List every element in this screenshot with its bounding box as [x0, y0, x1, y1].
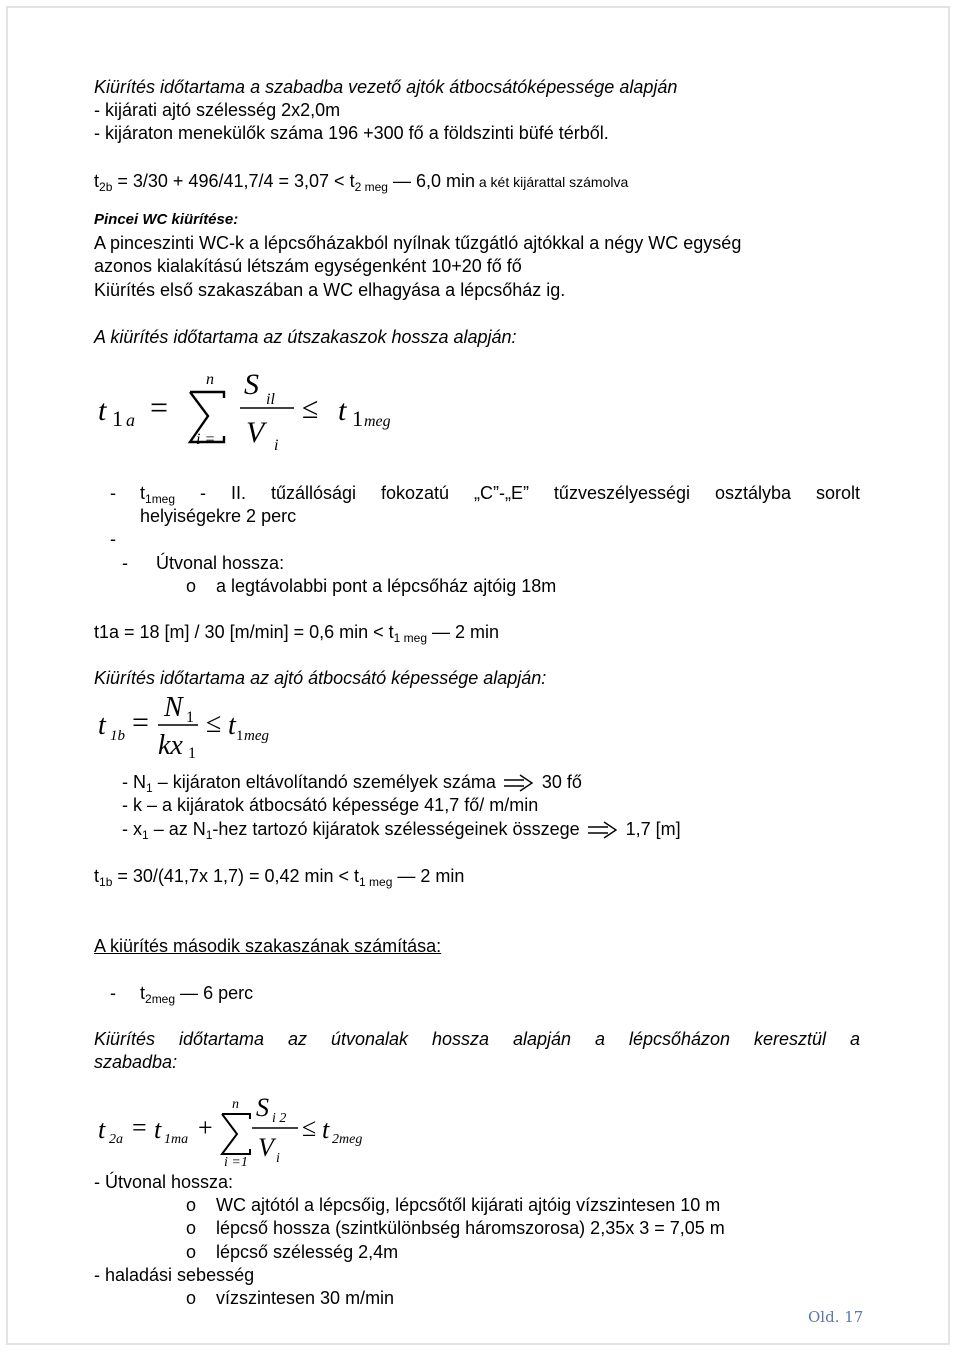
route2-item-2: lépcső hossza (szintkülönbség háromszorosa) 2,35x 3 = 7,05 m: [216, 1218, 725, 1238]
section-title-door-capacity: Kiürítés időtartama az ajtó átbocsátó képessége alapján:: [94, 668, 547, 688]
route2-bullet-4: o: [186, 1288, 197, 1308]
f3-i2: i 2: [272, 1111, 287, 1126]
pincei-para-1: A pinceszinti WC-k a lépcsőházakból nyílnak tűzgátló ajtókkal a négy WC egység: [94, 233, 742, 253]
route2-bullet-3: o: [186, 1242, 197, 1262]
t1a-end: 2 min: [450, 622, 500, 642]
t2meg-line: [140, 982, 253, 1006]
f1-S: S: [244, 368, 259, 401]
f3-t: t: [98, 1115, 106, 1144]
list1-sub: 1meg: [145, 492, 176, 506]
t2meg-sub: 2meg: [145, 992, 176, 1006]
list1-text: - II. tűzállósági fokozatú „C”-„E” tűzveszélyességi osztályba sorolt: [175, 483, 860, 503]
page-number: Old. 17: [808, 1308, 864, 1326]
list2-x-dash: –: [148, 819, 164, 839]
list1-route-dash: -: [122, 553, 128, 573]
f1-t: t: [98, 394, 107, 427]
f2-one-b: 1: [188, 745, 196, 762]
f1-il: il: [266, 391, 275, 408]
f2-t: t: [98, 710, 106, 741]
f1-V: V: [246, 416, 265, 449]
f3-V: V: [258, 1133, 274, 1162]
list1-fire-class: [140, 482, 860, 506]
formula-t1a: [94, 364, 400, 456]
list2-x: [122, 818, 681, 842]
route2-bullet-2: o: [186, 1218, 197, 1238]
t2meg-t: t: [140, 983, 146, 1003]
list2-x-text: -hez tartozó kijáratok szélességeinek összege: [212, 819, 580, 839]
list2-x-sub: 1: [142, 828, 149, 842]
t2b-dash: —: [387, 171, 411, 191]
t1b-text: = 30/(41,7x 1,7) = 0,42 min < t: [112, 866, 360, 886]
t1a-dash: —: [427, 622, 451, 642]
pincei-title: Pincei WC kiürítése:: [94, 211, 239, 228]
f2-equals: =: [132, 706, 149, 739]
route2-item-1: WC ajtótól a lépcsőig, lépcsőtől kijárati ajtóig vízszintesen 10 m: [216, 1195, 721, 1215]
section-title-route-length: A kiürítés időtartama az útszakaszok hossza alapján:: [94, 327, 517, 347]
t1a-sub: 1 meg: [393, 631, 427, 645]
t1a-equation: [94, 621, 499, 645]
list1-bullet: o: [186, 576, 197, 596]
route2-item-4: vízszintesen 30 m/min: [216, 1288, 395, 1308]
f2-meg: meg: [244, 728, 269, 744]
list1-cont: helyiségekre 2 perc: [140, 506, 297, 526]
list1-t: t: [140, 483, 146, 503]
list2-n-pre: - N: [122, 772, 146, 792]
f3-ieq: i =1: [224, 1155, 248, 1170]
f1-equals: =: [150, 389, 169, 425]
f1-t2: t: [338, 394, 347, 427]
section-title-staircase-2: szabadba:: [94, 1052, 178, 1072]
f3-t1: t: [154, 1115, 162, 1144]
implies-arrow-icon: [502, 773, 536, 793]
f1-one: 1: [112, 406, 123, 431]
f2-N: N: [164, 692, 183, 723]
f1-meg: meg: [364, 413, 391, 430]
route2-item-3: lépcső szélesség 2,4m: [216, 1242, 399, 1262]
t2b-equation: [94, 170, 628, 194]
list1-route-item: a legtávolabbi pont a lépcsőház ajtóig 18m: [216, 576, 557, 596]
f1-one2: 1: [352, 406, 363, 431]
f2-leq: ≤: [206, 708, 222, 739]
t2meg-dash-long: —: [175, 983, 199, 1003]
f3-n: n: [232, 1097, 239, 1112]
t2b-t: t: [94, 171, 100, 191]
pincei-para-3: Kiürítés első szakaszában a WC elhagyása a lépcsőház ig.: [94, 280, 566, 300]
formula-t2a: [94, 1094, 370, 1170]
f3-i: i: [276, 1151, 280, 1166]
f1-leq: ≤: [302, 392, 319, 425]
t2meg-dash: -: [110, 983, 116, 1003]
f2-one2: 1: [236, 728, 244, 744]
f2-t2: t: [228, 710, 236, 741]
route2-label: - Útvonal hossza:: [94, 1172, 234, 1192]
implies-arrow-icon: [586, 820, 620, 840]
f2-sub: 1b: [110, 728, 125, 744]
t2meg-end: 6 perc: [198, 983, 254, 1003]
t2b-note: a két kijárattal számolva: [474, 174, 629, 190]
f3-plus: +: [198, 1113, 213, 1142]
list2-x-val: 1,7 [m]: [625, 819, 681, 839]
list2-x-pre: - x: [122, 819, 142, 839]
t1b-end: 2 min: [415, 866, 465, 886]
t1a-text: t1a = 18 [m] / 30 [m/min] = 0,6 min < t: [94, 622, 394, 642]
f3-sub2: 2meg: [332, 1132, 363, 1147]
section-title-second-stage: A kiürítés második szakaszának számítása:: [94, 936, 442, 956]
f2-kx: kx: [158, 730, 183, 761]
list1-dash: -: [110, 483, 116, 503]
list1-empty-dash: -: [110, 529, 116, 549]
f3-S: S: [256, 1094, 269, 1122]
t1b-sub: 1b: [99, 875, 113, 889]
f1-a: a: [126, 410, 135, 430]
t2b-sub: 2b: [99, 180, 113, 194]
t1b-equation: [94, 865, 464, 889]
t1b-sub-meg: 1 meg: [359, 875, 393, 889]
f1-i: i: [274, 437, 279, 454]
section-title-staircase: Kiürítés időtartama az útvonalak hossza alapján a lépcsőházon keresztül a: [94, 1029, 860, 1049]
f3-leq: ≤: [302, 1113, 317, 1142]
section-title-exit-doors: Kiürítés időtartama a szabadba vezető ajtók átbocsátóképessége alapján: [94, 77, 678, 97]
list2-x-mid: az N: [163, 819, 206, 839]
f3-sigma: [222, 1114, 250, 1154]
f3-sub1: 1ma: [164, 1132, 189, 1147]
list-item-evacuees: - kijáraton menekülők száma 196 +300 fő a földszinti büfé térből.: [94, 123, 609, 143]
f2-one: 1: [186, 709, 194, 726]
t2b-end: 6,0 min: [410, 171, 475, 191]
f3-equals: =: [132, 1113, 147, 1142]
list2-n-val: 30 fő: [541, 772, 582, 792]
formula-t1b: [94, 690, 280, 762]
list2-n-sub: 1: [146, 781, 153, 795]
f1-n: n: [206, 371, 214, 388]
route2-bullet-1: o: [186, 1195, 197, 1215]
t2b-mid: = 3/30 + 496/41,7/4 = 3,07 < t: [112, 171, 355, 191]
f3-sub: 2a: [109, 1132, 123, 1147]
route2-speed-label: - haladási sebesség: [94, 1265, 255, 1285]
t2b-sub-meg: 2 meg: [354, 180, 388, 194]
t1b-t: t: [94, 866, 100, 886]
t1b-dash: —: [392, 866, 416, 886]
list-item-door-width: - kijárati ajtó szélesség 2x2,0m: [94, 100, 341, 120]
list2-n-text: – kijáraton eltávolítandó személyek száma: [152, 772, 496, 792]
list2-n: [122, 771, 582, 795]
f3-t2: t: [322, 1115, 330, 1144]
list2-x-sub2: 1: [205, 828, 213, 842]
pincei-para-2: azonos kialakítású létszám egységenként 10+20 fő fő: [94, 256, 522, 276]
list2-k: - k – a kijáratok átbocsátó képessége 41,7 fő/ m/min: [122, 795, 539, 815]
f1-ieq: i =: [196, 431, 216, 448]
list1-route-label: Útvonal hossza:: [156, 553, 285, 573]
